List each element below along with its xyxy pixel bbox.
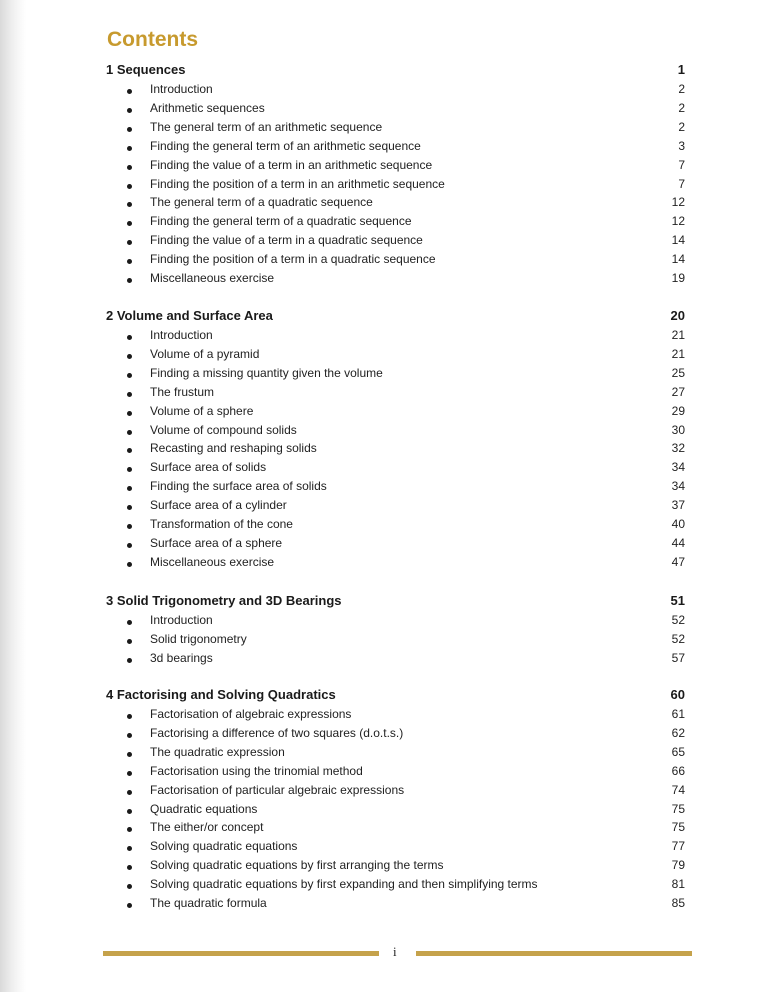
entry-title: The quadratic formula [150,896,267,910]
bullet-icon [127,392,132,397]
bullet-icon [127,505,132,510]
entry-page-number: 47 [671,554,685,569]
bullet-icon [127,524,132,529]
entry-title: The either/or concept [150,820,264,835]
toc-entry[interactable] [0,764,768,782]
section-heading[interactable]: 3 Solid Trigonometry and 3D Bearings [106,593,342,608]
toc-entry[interactable] [0,195,768,213]
entry-title: The general term of a quadratic sequence [150,195,373,210]
entry-page-number: 44 [671,535,685,550]
toc-entry[interactable] [0,385,768,403]
bullet-icon [127,221,132,226]
section-heading[interactable]: 4 Factorising and Solving Quadratics [106,687,336,702]
toc-entry[interactable] [0,252,768,270]
toc-entry[interactable] [0,479,768,497]
footer-rule-right [416,951,692,956]
entry-title: Finding the position of a term in an arithmetic sequence [150,176,445,191]
toc-entry[interactable] [0,613,768,631]
entry-title: Recasting and reshaping solids [150,441,317,456]
entry-page-number: 66 [671,763,685,778]
bullet-icon [127,259,132,264]
entry-title: Miscellaneous exercise [150,271,275,285]
toc-entry[interactable] [0,214,768,232]
entry-title: Finding the general term of an arithmetic sequence [150,138,421,153]
bullet-icon [127,543,132,548]
entry-title: Volume of a sphere [150,403,254,418]
toc-entry[interactable] [0,271,768,289]
toc-entry[interactable] [0,101,768,119]
entry-page-number: 7 [678,157,685,172]
toc-entry[interactable] [0,858,768,876]
entry-page-number: 14 [671,233,685,248]
toc-entry[interactable] [0,347,768,365]
entry-title: Solid trigonometry [150,632,247,647]
entry-page-number: 52 [671,632,685,647]
entry-title: Finding a missing quantity given the volume [150,365,383,380]
entry-title: Introduction [150,328,213,342]
bullet-icon [127,714,132,719]
entry-title: The quadratic expression [150,744,285,759]
bullet-icon [127,658,132,663]
entry-title: Miscellaneous exercise [150,554,275,569]
entry-page-number: 75 [671,801,685,816]
entry-title: Finding the position of a term in a quadratic sequence [150,252,436,267]
bullet-icon [127,752,132,757]
toc-entry[interactable] [0,517,768,535]
toc-entry[interactable] [0,82,768,100]
toc-entry[interactable] [0,404,768,422]
entry-page-number: 12 [671,195,685,210]
entry-page-number: 21 [671,328,685,342]
entry-page-number: 2 [678,100,685,115]
entry-page-number: 61 [671,707,685,721]
toc-entry[interactable] [0,877,768,895]
entry-title: Introduction [150,613,213,627]
bullet-icon [127,486,132,491]
entry-title: 3d bearings [150,651,213,666]
bullet-icon [127,278,132,283]
bullet-icon [127,165,132,170]
bullet-icon [127,146,132,151]
entry-title: Factorising a difference of two squares (d.o.t.s.) [150,725,404,740]
entry-title: Finding the value of a term in an arithmetic sequence [150,157,433,172]
entry-title: Transformation of the cone [150,517,293,531]
entry-page-number: 27 [671,384,685,399]
toc-entry[interactable] [0,802,768,820]
toc-entry[interactable] [0,441,768,459]
entry-title: Solving quadratic equations [150,839,298,854]
entry-page-number: 62 [671,725,685,740]
entry-page-number: 75 [671,820,685,835]
entry-page-number: 12 [671,214,685,229]
toc-entry[interactable] [0,536,768,554]
entry-page-number: 77 [671,839,685,854]
entry-title: Finding the surface area of solids [150,479,327,494]
toc-entry[interactable] [0,120,768,138]
footer-page-number: i [393,944,397,959]
page-title: Contents [107,28,198,51]
toc-entry[interactable] [0,632,768,650]
entry-page-number: 21 [671,346,685,361]
entry-page-number: 19 [671,271,685,285]
entry-page-number: 14 [671,252,685,267]
bullet-icon [127,562,132,567]
toc-entry[interactable] [0,820,768,838]
entry-page-number: 65 [671,744,685,759]
section-heading[interactable]: 2 Volume and Surface Area [106,308,273,323]
bullet-icon [127,771,132,776]
entry-page-number: 34 [671,479,685,494]
bullet-icon [127,846,132,851]
bullet-icon [127,790,132,795]
entry-page-number: 7 [678,176,685,191]
bullet-icon [127,354,132,359]
footer-rule-left [103,951,379,956]
entry-page-number: 2 [678,82,685,96]
toc-entry[interactable] [0,139,768,157]
bullet-icon [127,127,132,132]
bullet-icon [127,733,132,738]
toc-entry[interactable] [0,366,768,384]
entry-page-number: 85 [671,896,685,910]
entry-title: Surface area of solids [150,460,267,475]
entry-page-number: 2 [678,119,685,134]
bullet-icon [127,620,132,625]
entry-page-number: 57 [671,651,685,666]
bullet-icon [127,89,132,94]
entry-title: Factorisation using the trinomial method [150,763,363,778]
section-page-number: 60 [670,687,685,702]
entry-title: Surface area of a cylinder [150,498,287,513]
entry-page-number: 30 [671,422,685,437]
toc-entry[interactable] [0,707,768,725]
entry-page-number: 3 [678,138,685,153]
entry-title: Introduction [150,82,213,96]
toc-entry[interactable] [0,233,768,251]
entry-page-number: 37 [671,498,685,513]
entry-page-number: 34 [671,460,685,475]
toc-entry[interactable] [0,177,768,195]
toc-entry[interactable] [0,498,768,516]
toc-entry[interactable] [0,158,768,176]
bullet-icon [127,827,132,832]
entry-page-number: 40 [671,517,685,531]
bullet-icon [127,108,132,113]
entry-page-number: 79 [671,858,685,873]
section-page-number: 51 [670,593,685,608]
entry-title: Surface area of a sphere [150,535,283,550]
toc-entry[interactable] [0,726,768,744]
entry-page-number: 74 [671,782,685,797]
bullet-icon [127,865,132,870]
entry-page-number: 81 [671,877,685,892]
entry-title: Factorisation of particular algebraic expressions [150,782,405,797]
toc-entry[interactable] [0,328,768,346]
bullet-icon [127,430,132,435]
bullet-icon [127,448,132,453]
entry-title: Volume of a pyramid [150,346,260,361]
toc-entry[interactable] [0,839,768,857]
entry-page-number: 32 [671,441,685,456]
toc-entry[interactable] [0,460,768,478]
entry-page-number: 25 [671,365,685,380]
bullet-icon [127,884,132,889]
toc-entry[interactable] [0,783,768,801]
toc-entry[interactable] [0,555,768,573]
bullet-icon [127,467,132,472]
bullet-icon [127,411,132,416]
entry-title: Arithmetic sequences [150,100,265,115]
entry-title: Finding the general term of a quadratic sequence [150,214,412,229]
section-heading[interactable]: 1 Sequences [106,62,186,77]
entry-title: Finding the value of a term in a quadratic sequence [150,233,423,248]
toc-entry[interactable] [0,896,768,914]
entry-title: The frustum [150,384,215,399]
toc-entry[interactable] [0,423,768,441]
entry-title: Solving quadratic equations by first expanding and then simplifying terms [150,877,538,892]
entry-title: Volume of compound solids [150,422,297,437]
bullet-icon [127,373,132,378]
bullet-icon [127,903,132,908]
entry-title: Solving quadratic equations by first arranging the terms [150,858,444,873]
toc-entry[interactable] [0,651,768,669]
bullet-icon [127,809,132,814]
bullet-icon [127,202,132,207]
section-page-number: 1 [677,62,685,77]
bullet-icon [127,240,132,245]
toc-entry[interactable] [0,745,768,763]
entry-title: Factorisation of algebraic expressions [150,707,352,721]
bullet-icon [127,639,132,644]
bullet-icon [127,184,132,189]
entry-page-number: 52 [671,613,685,627]
section-page-number: 20 [670,308,685,323]
entry-title: Quadratic equations [150,801,258,816]
entry-title: The general term of an arithmetic sequence [150,119,383,134]
bullet-icon [127,335,132,340]
entry-page-number: 29 [671,403,685,418]
